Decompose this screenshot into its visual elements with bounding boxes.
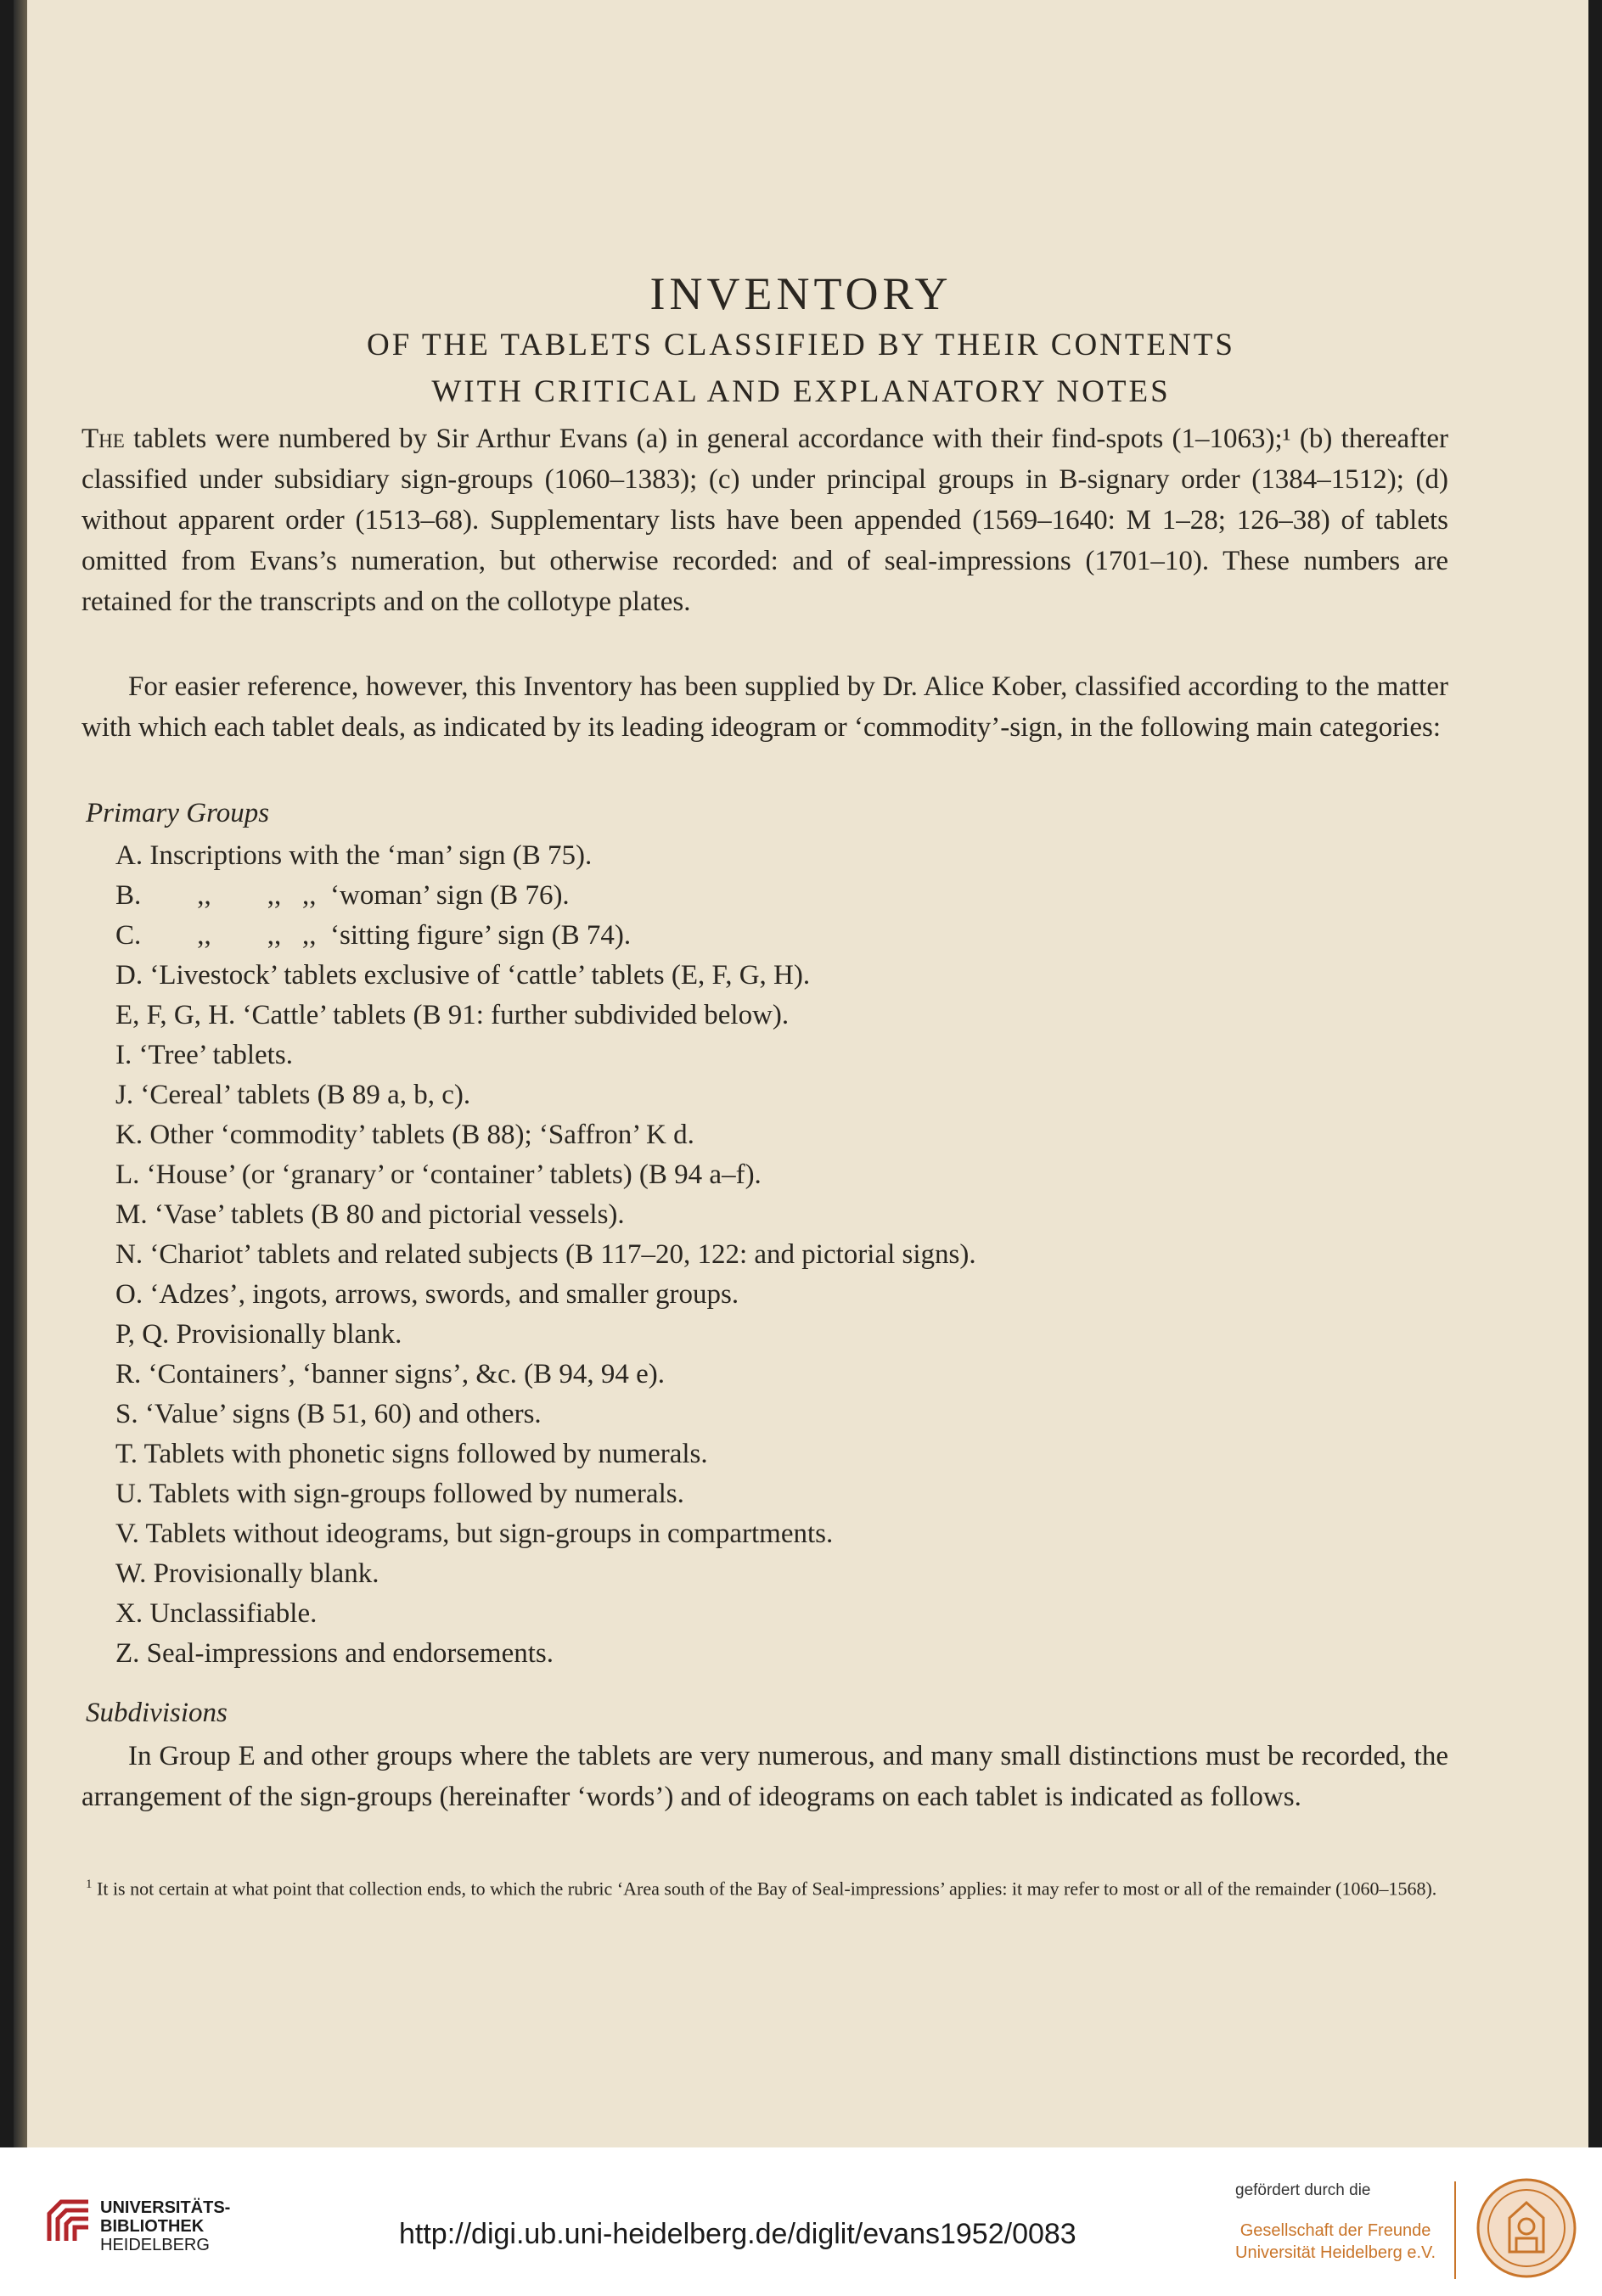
- footnote: [86, 1872, 1453, 1901]
- reference-text: For easier reference, however, this Inventory has been supplied by Dr. Alice Kober, classified according to the matter with which each tablet deals, as indicated by its leading ideogram or ‘commodity’-sign, in the following main categories:: [82, 671, 1448, 743]
- group-item: O. ‘Adzes’, ingots, arrows, swords, and smaller groups.: [115, 1279, 739, 1310]
- library-logo-icon: [44, 2197, 93, 2246]
- scanned-page: [14, 0, 1588, 2147]
- university-seal-icon: [1476, 2177, 1577, 2279]
- subdivisions-paragraph: [82, 1736, 1448, 1817]
- library-name-line-2: BIBLIOTHEK: [100, 2217, 205, 2236]
- groups-list: [115, 836, 976, 1674]
- intro-paragraph: [82, 418, 1448, 622]
- group-item: N. ‘Chariot’ tablets and related subjects (B 117–20, 122: and pictorial signs).: [115, 1239, 976, 1270]
- subtitle-line-2: WITH CRITICAL AND EXPLANATORY NOTES: [431, 374, 1171, 409]
- group-item: U. Tablets with sign-groups followed by numerals.: [115, 1479, 684, 1509]
- library-name: [100, 2198, 230, 2254]
- group-item: E, F, G, H. ‘Cattle’ tablets (B 91: further subdivided below).: [115, 1000, 790, 1030]
- intro-lead-word: The: [82, 424, 125, 454]
- page-binding-shadow: [14, 0, 27, 2147]
- group-item: L. ‘House’ (or ‘granary’ or ‘container’ tablets) (B 94 a–f).: [115, 1159, 762, 1190]
- permalink-url[interactable]: http://digi.ub.uni-heidelberg.de/diglit/evans1952/0083: [399, 2218, 1076, 2250]
- sponsor-name[interactable]: [1235, 2220, 1436, 2264]
- group-item: P, Q. Provisionally blank.: [115, 1319, 402, 1350]
- group-item: V. Tablets without ideograms, but sign-groups in compartments.: [115, 1519, 834, 1549]
- group-item: T. Tablets with phonetic signs followed by numerals.: [115, 1439, 708, 1469]
- library-name-line-3: HEIDELBERG: [100, 2236, 210, 2254]
- group-item: R. ‘Containers’, ‘banner signs’, &c. (B 94, 94 e).: [115, 1359, 666, 1389]
- subtitle-line-1: OF THE TABLETS CLASSIFIED BY THEIR CONTENTS: [367, 328, 1235, 362]
- group-item: J. ‘Cereal’ tablets (B 89 a, b, c).: [115, 1080, 471, 1110]
- sponsor-name-line-1: Gesellschaft der Freunde: [1239, 2221, 1431, 2240]
- group-item: W. Provisionally blank.: [115, 1558, 379, 1589]
- subdivisions-heading: Subdivisions: [86, 1698, 228, 1728]
- group-item: X. Unclassifiable.: [115, 1598, 318, 1629]
- group-item: D. ‘Livestock’ tablets exclusive of ‘cattle’ tablets (E, F, G, H).: [115, 960, 811, 991]
- sponsor-name-line-2: Universität Heidelberg e.V.: [1235, 2243, 1436, 2262]
- group-item: Z. Seal-impressions and endorsements.: [115, 1638, 554, 1669]
- sponsor-label: gefördert durch die: [1235, 2181, 1371, 2199]
- footnote-mark: 1: [86, 1878, 93, 1891]
- group-item: B. ,, ,, ,, ‘woman’ sign (B 76).: [115, 880, 570, 911]
- group-item: A. Inscriptions with the ‘man’ sign (B 75).: [115, 840, 593, 871]
- library-name-line-1: UNIVERSITÄTS-: [100, 2198, 231, 2217]
- primary-groups-heading: Primary Groups: [86, 798, 270, 828]
- group-item: K. Other ‘commodity’ tablets (B 88); ‘Saffron’ K d.: [115, 1120, 694, 1150]
- intro-text: tablets were numbered by Sir Arthur Evans (a) in general accordance with their find-spots (1–1063);¹ (b) thereafter classified under subsidiary sign-groups (1060–1383); (c) under principal groups in B-signary order (1384–1512); (d) without apparent order (1513–68). Supplementary lists have been appended (1569–1640: M 1–28; 126–38) of tablets omitted from Evans’s numeration, but otherwise recorded: and of seal-impressions (1701–10). These numbers are retained for the transcripts and on the collotype plates.: [82, 424, 1448, 617]
- group-item: M. ‘Vase’ tablets (B 80 and pictorial vessels).: [115, 1199, 625, 1230]
- reference-paragraph: [82, 666, 1448, 748]
- footnote-text: It is not certain at what point that collection ends, to which the rubric ‘Area south of the Bay of Seal-impressions’ applies: it may refer to most or all of the remainder (1060–1568).: [92, 1878, 1437, 1900]
- group-item: S. ‘Value’ signs (B 51, 60) and others.: [115, 1399, 542, 1429]
- subdivisions-text: In Group E and other groups where the tablets are very numerous, and many small distinctions must be recorded, the arrangement of the sign-groups (hereinafter ‘words’) and of ideograms on each tablet is indicated as follows.: [82, 1741, 1448, 1812]
- footer-divider: [1454, 2181, 1456, 2279]
- group-item: I. ‘Tree’ tablets.: [115, 1040, 293, 1070]
- page-title: INVENTORY: [649, 268, 953, 319]
- group-item: C. ,, ,, ,, ‘sitting figure’ sign (B 74).: [115, 920, 632, 951]
